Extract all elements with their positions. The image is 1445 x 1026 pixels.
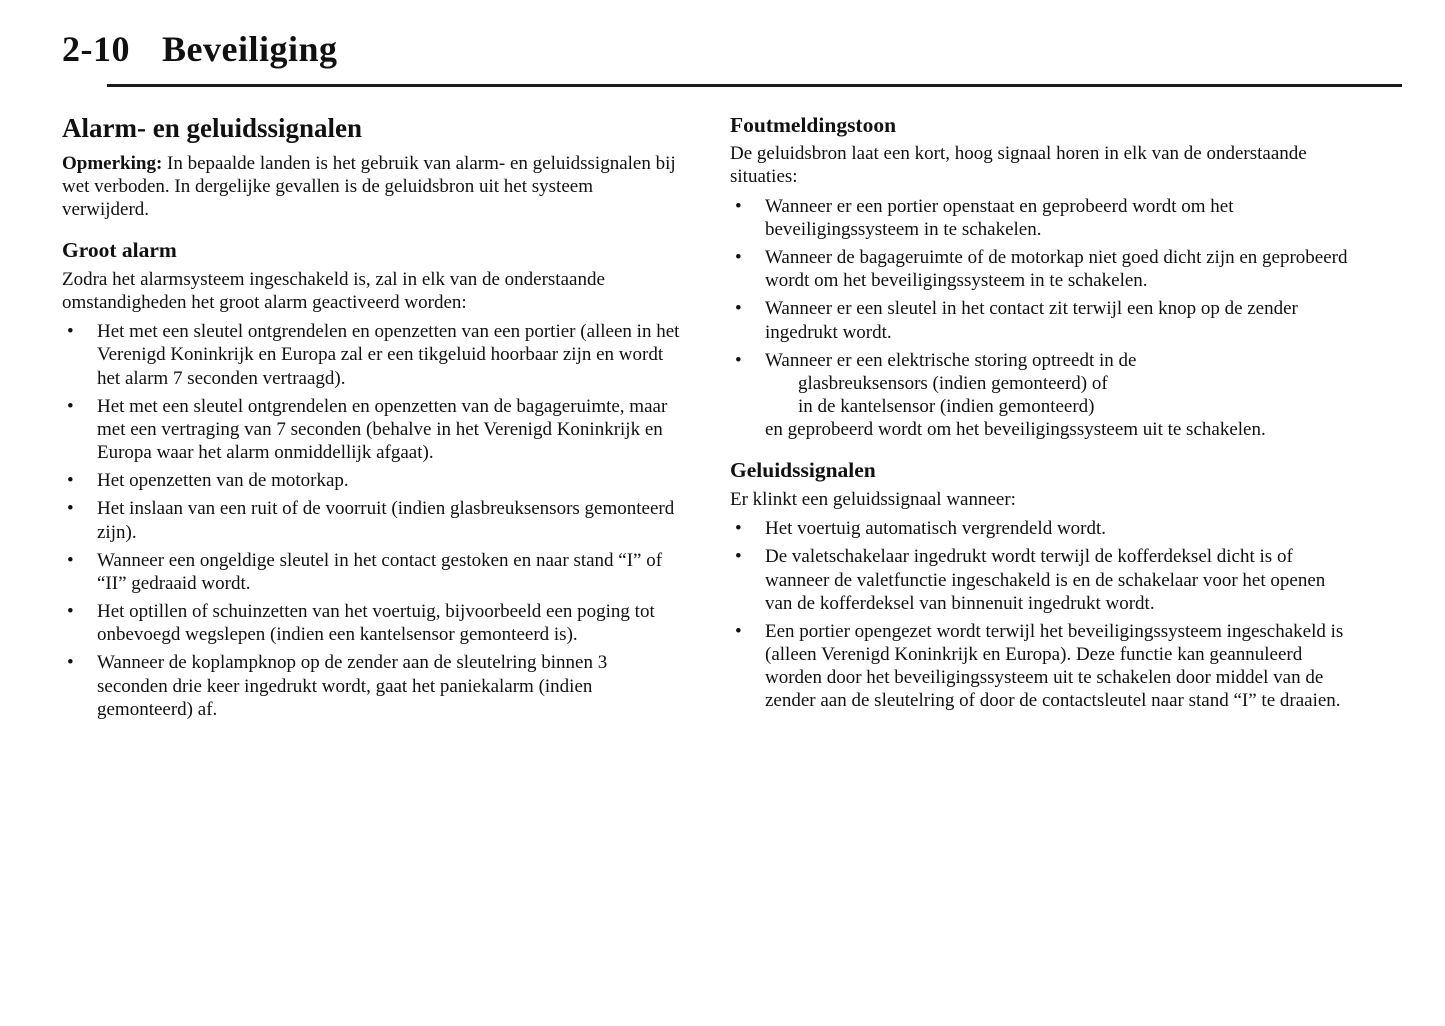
right-column	[730, 113, 1348, 726]
bullet-item-sub-line: glasbreuksensors (indien gemonteerd) of	[798, 372, 1108, 394]
bullet-item: • Het openzetten van de motorkap.	[62, 469, 680, 492]
section-heading-alarm-en-geluidssignalen: Alarm- en geluidssignalen	[62, 112, 363, 143]
content-columns	[0, 113, 1445, 726]
bullet-item: • Het met een sleutel ontgrendelen en openzetten van een portier (alleen in het Verenigd Koninkrijk en Europa zal er een tikgeluid hoorbaar zijn en wordt het alarm 7 seconden vertraagd).	[62, 320, 680, 390]
header-rule	[107, 84, 1402, 87]
page-header	[0, 0, 1445, 87]
bullet-item: • Het inslaan van een ruit of de voorruit (indien glasbreuksensors gemonteerd zijn).	[62, 497, 680, 543]
bullet-item-continuation: en geprobeerd wordt om het beveiligingssysteem uit te schakelen.	[765, 419, 1266, 441]
geluidssignalen-bullet-list	[730, 517, 1348, 712]
foutmeldingstoon-bullet-list	[730, 195, 1348, 442]
bullet-item-text: • Wanneer er een elektrische storing optreedt in de	[765, 349, 1137, 371]
page-number: 2-10	[62, 29, 130, 69]
bullet-item: • Een portier opengezet wordt terwijl het beveiligingssysteem ingeschakeld is (alleen Verenigd Koninkrijk en Europa). Deze functie kan geannuleerd worden door het beveiligingssysteem uit te schakelen door middel van de zender aan de sleutelring of door de contactsleutel naar stand “I” te draaien.	[730, 620, 1348, 713]
bullet-item: • Het optillen of schuinzetten van het voertuig, bijvoorbeeld een poging tot onbevoegd wegslepen (indien een kantelsensor gemonteerd is).	[62, 600, 680, 646]
sub-heading-groot-alarm: Groot alarm	[62, 238, 177, 263]
sub-heading-foutmeldingstoon: Foutmeldingstoon	[730, 112, 897, 137]
bullet-item-sub-line: in de kantelsensor (indien gemonteerd)	[798, 396, 1095, 418]
geluidssignalen-intro: Er klinkt een geluidssignaal wanneer:	[730, 489, 1016, 511]
bullet-item: • De valetschakelaar ingedrukt wordt terwijl de kofferdeksel dicht is of wanneer de valetfunctie ingeschakeld is en de schakelaar voor het openen van de kofferdeksel van binnenuit ingedrukt wordt.	[730, 545, 1348, 615]
bullet-item	[730, 349, 1348, 442]
bullet-item: • Wanneer er een sleutel in het contact zit terwijl een knop op de zender ingedrukt wordt.	[730, 297, 1348, 343]
left-column	[62, 113, 680, 726]
note-text: In bepaalde landen is het gebruik van alarm- en geluidssignalen bij wet verboden. In dergelijke gevallen is de geluidsbron uit het systeem verwijderd.	[62, 152, 676, 220]
bullet-item: • Het met een sleutel ontgrendelen en openzetten van de bagageruimte, maar met een vertraging van 7 seconden (behalve in het Verenigd Koninkrijk en Europa waar het alarm onmiddellijk afgaat).	[62, 395, 680, 465]
bullet-item: • Wanneer er een portier openstaat en geprobeerd wordt om het beveiligingssysteem in te schakelen.	[730, 195, 1348, 241]
foutmeldingstoon-intro: De geluidsbron laat een kort, hoog signaal horen in elk van de onderstaande situaties:	[730, 143, 1307, 188]
note-paragraph	[62, 152, 680, 222]
note-label: Opmerking:	[62, 152, 163, 174]
page-title: Beveiliging	[162, 29, 338, 69]
bullet-item: • Wanneer een ongeldige sleutel in het contact gestoken en naar stand “I” of “II” gedraaid wordt.	[62, 549, 680, 595]
sub-heading-geluidssignalen: Geluidssignalen	[730, 458, 876, 483]
groot-alarm-intro: Zodra het alarmsysteem ingeschakeld is, zal in elk van de onderstaande omstandigheden het groot alarm geactiveerd worden:	[62, 268, 605, 314]
bullet-item: • Wanneer de koplampknop op de zender aan de sleutelring binnen 3 seconden drie keer ingedrukt wordt, gaat het paniekalarm (indien gemonteerd) af.	[62, 651, 680, 721]
groot-alarm-bullet-list	[62, 320, 680, 721]
bullet-item: • Het voertuig automatisch vergrendeld wordt.	[730, 517, 1348, 540]
page-header-title	[62, 30, 1445, 70]
bullet-item: • Wanneer de bagageruimte of de motorkap niet goed dicht zijn en geprobeerd wordt om het beveiligingssysteem in te schakelen.	[730, 246, 1348, 292]
